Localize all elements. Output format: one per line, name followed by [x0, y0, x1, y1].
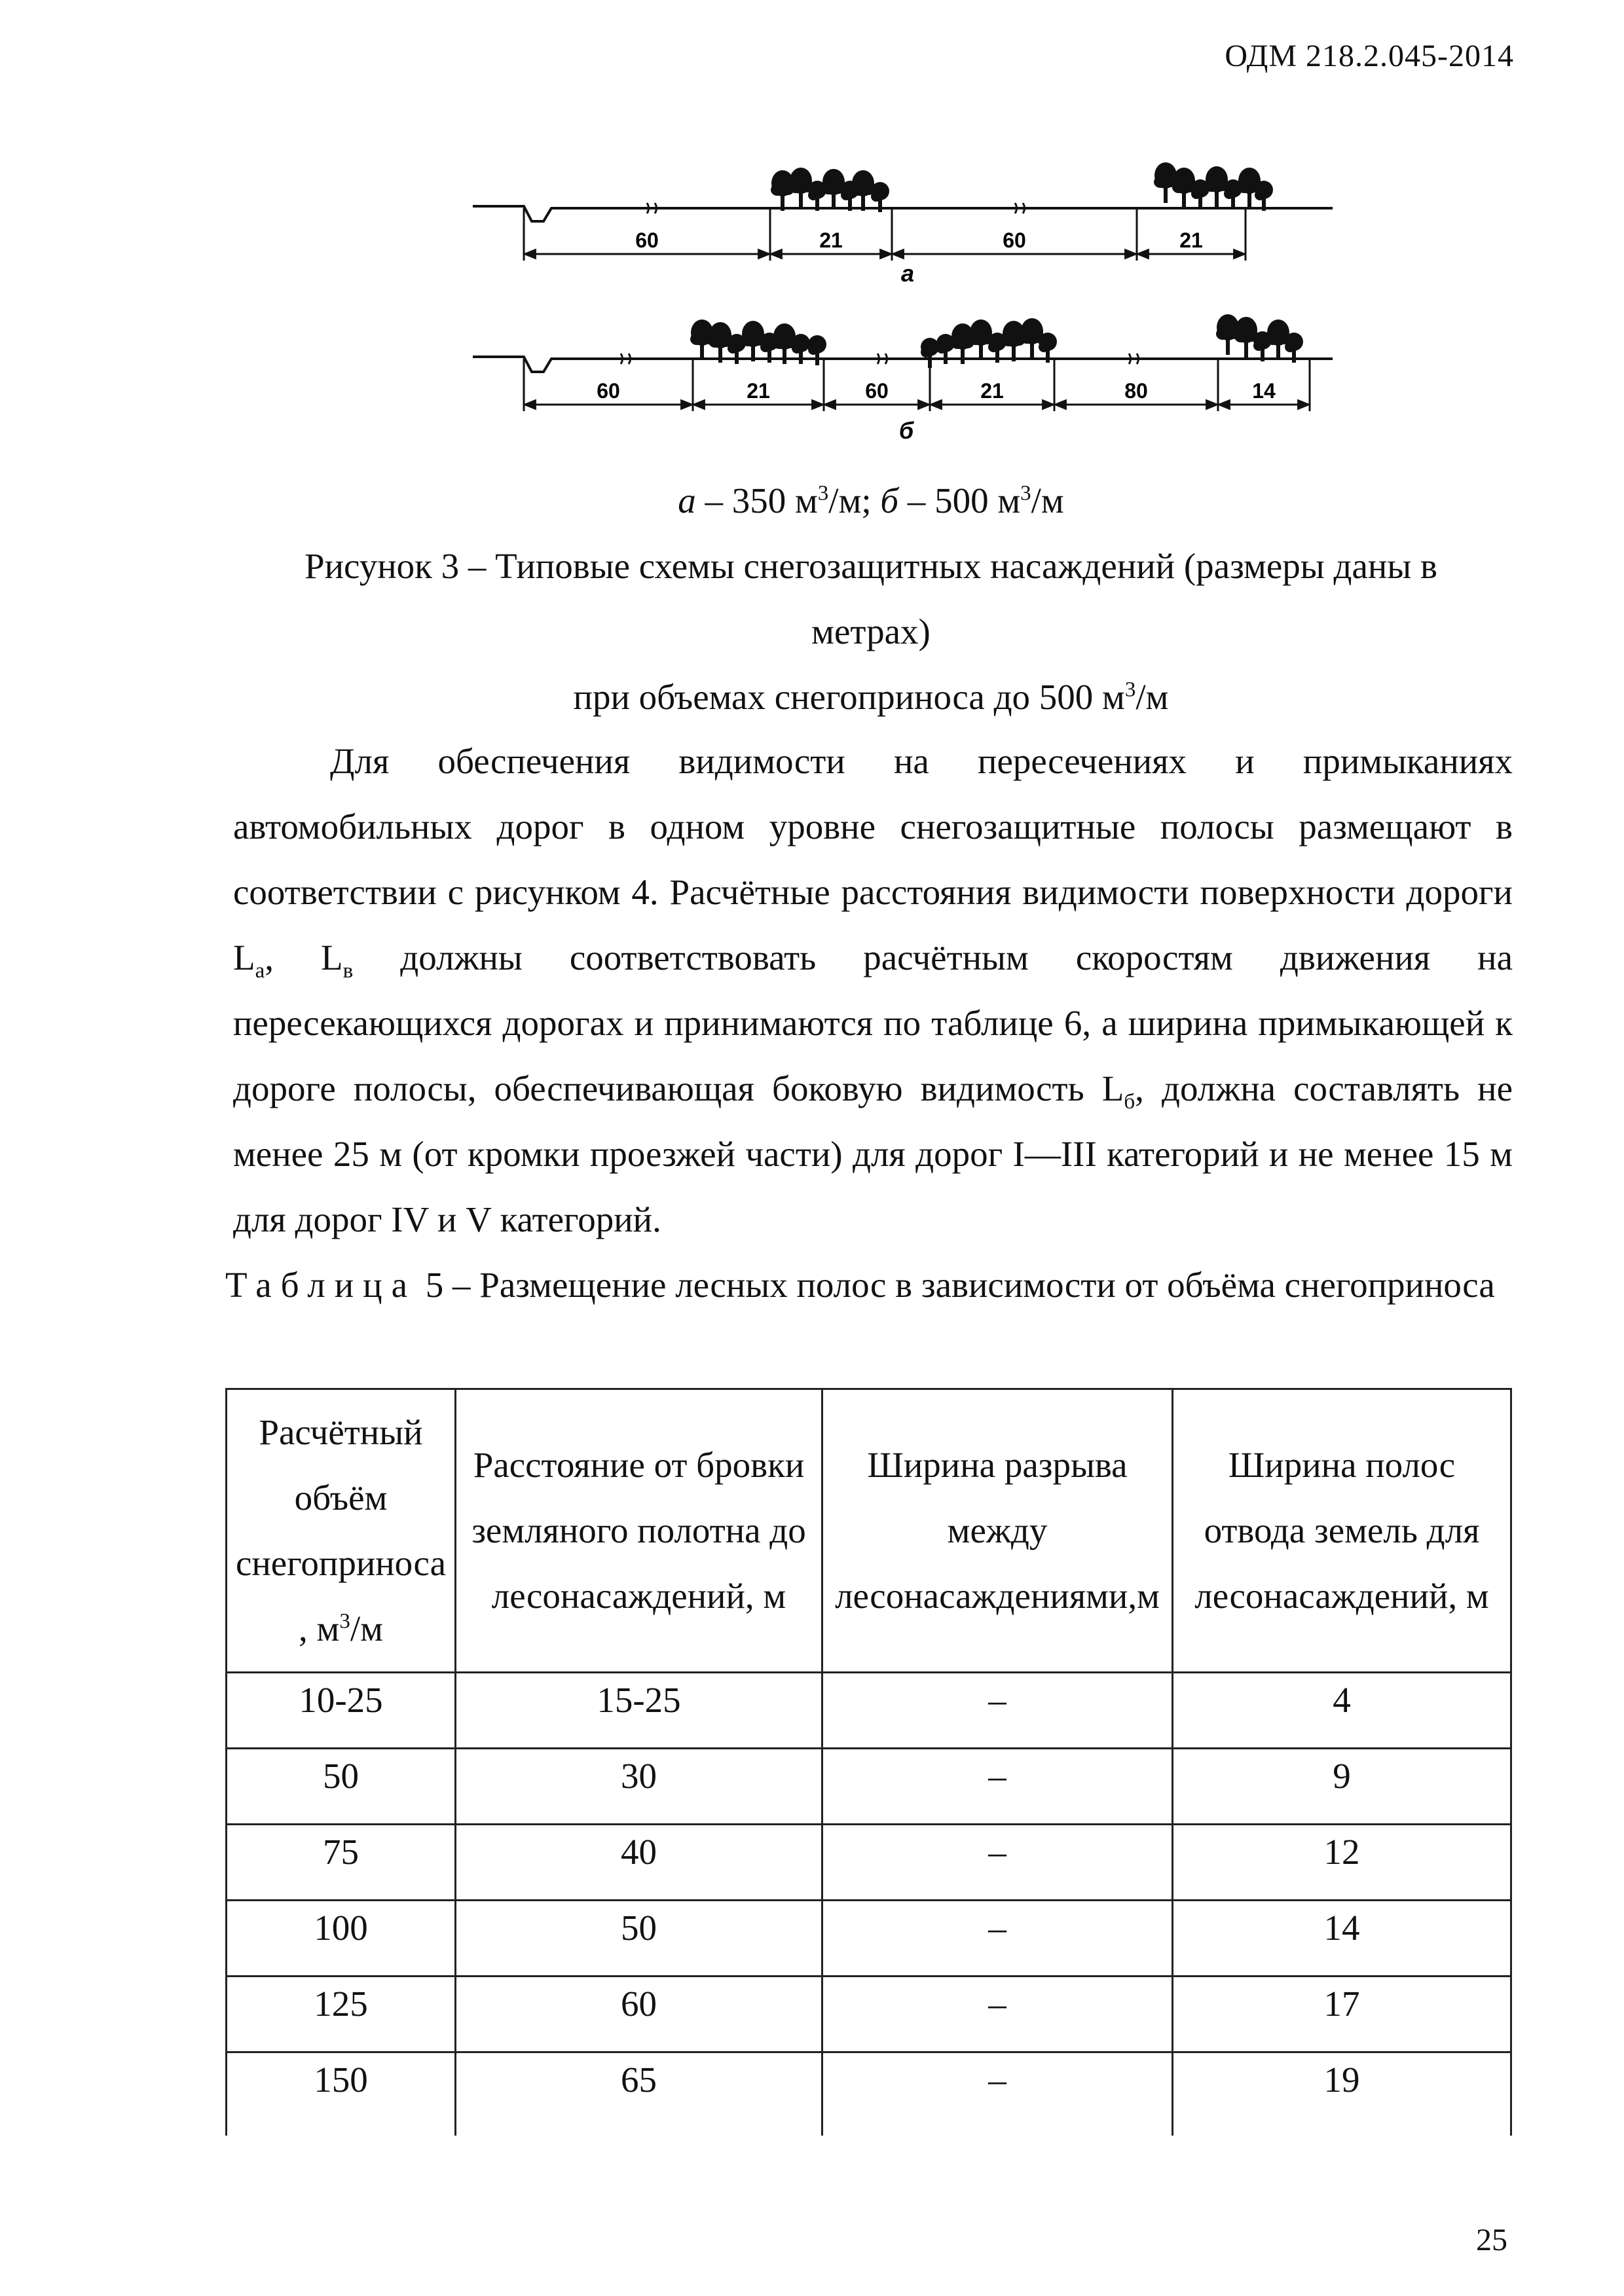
dim-label: 60 [865, 379, 889, 403]
table-cell: 30 [456, 1749, 822, 1825]
page-number: 25 [1476, 2223, 1507, 2257]
table-header-row [227, 1389, 1511, 1673]
table-header-cell: Ширина разрыва между лесонасаждениями,м [822, 1389, 1173, 1673]
figure-snow-protection-schemes [471, 151, 1349, 462]
table-cell: – [822, 1749, 1173, 1825]
dim-label: 21 [747, 379, 770, 403]
table-cell: 65 [456, 2052, 822, 2136]
table-cell: 150 [227, 2052, 456, 2136]
body-paragraph: Для обеспечения видимости на пересечениях и примыканиях автомобильных дорог в одном уровне снегозащитные полосы размещают в соответствии с рисунком 4. Расчётные расстояния видимости поверхности дороги $L_а$, $L_в$ должны соответствовать расчётным скоростям движения на пересекающихся дорогах и принимаются по таблице 6, а ширина примыкающей к дороге полосы, обеспечивающая боковую видимость $L_б$, должна составлять не менее 25 м (от кромки проезжей части) для дорог I—III категорий и не менее 15 м для дорог IV и V категорий. [233, 741, 1513, 1239]
table-cell: 17 [1173, 1977, 1511, 2052]
scheme-a [473, 162, 1333, 287]
caption-line: метрах) [811, 611, 931, 651]
table-row [227, 1749, 1511, 1825]
caption-line: при объемах снегоприноса до 500 $м^3/м$ [573, 677, 1169, 717]
table-title: Таблица 5 – Размещение лесных полос в зависимости от объёма снегоприноса [225, 1265, 1495, 1305]
table-cell: 15-25 [456, 1673, 822, 1749]
table-cell: – [822, 1901, 1173, 1977]
caption-line: Рисунок 3 – Типовые схемы снегозащитных насаждений (размеры даны в [304, 546, 1437, 586]
figure-legend: а – 350 $м^3/м$; б – 500 $м^3/м$ [678, 481, 1064, 520]
dim-label: 21 [980, 379, 1004, 403]
table-header-cell: Ширина полос отвода земель для лесонасаждений, м [1173, 1389, 1511, 1673]
table-row [227, 1901, 1511, 1977]
table-row [227, 1977, 1511, 2052]
table-cell: 10-25 [227, 1673, 456, 1749]
dim-label: 60 [1003, 228, 1026, 252]
dim-label: 21 [1179, 228, 1203, 252]
table-cell: 125 [227, 1977, 456, 2052]
document-code: ОДМ 218.2.045-2014 [1225, 39, 1514, 73]
table-cell: – [822, 2052, 1173, 2136]
table-cell: 75 [227, 1825, 456, 1901]
figure-caption [223, 534, 1519, 730]
table-header-cell: Расчётный объём снегоприноса , $м^3/м$ [227, 1389, 456, 1673]
scheme-label: а [900, 260, 915, 287]
dim-label: 80 [1124, 379, 1148, 403]
dim-label: 60 [597, 379, 620, 403]
table-cell: 40 [456, 1825, 822, 1901]
table-cell: 14 [1173, 1901, 1511, 1977]
table-header-cell: Расстояние от бровки земляного полотна до лесонасаждений, м [456, 1389, 822, 1673]
table-cell: 19 [1173, 2052, 1511, 2136]
table-cell: 100 [227, 1901, 456, 1977]
dim-label: 60 [635, 228, 659, 252]
table-row [227, 1825, 1511, 1901]
table-cell: 12 [1173, 1825, 1511, 1901]
scheme-b [473, 314, 1333, 444]
table-row [227, 1673, 1511, 1749]
scheme-drawing [471, 151, 1349, 458]
table-row [227, 2052, 1511, 2136]
dim-label: 21 [819, 228, 843, 252]
table-cell: – [822, 1977, 1173, 2052]
table-cell: 9 [1173, 1749, 1511, 1825]
table-cell: – [822, 1825, 1173, 1901]
table-cell: – [822, 1673, 1173, 1749]
scheme-label: б [898, 417, 914, 444]
table-cell: 60 [456, 1977, 822, 2052]
table-cell: 50 [456, 1901, 822, 1977]
dim-label: 14 [1252, 379, 1276, 403]
table-cell: 4 [1173, 1673, 1511, 1749]
table-cell: 50 [227, 1749, 456, 1825]
snow-belt-table [225, 1388, 1512, 2136]
